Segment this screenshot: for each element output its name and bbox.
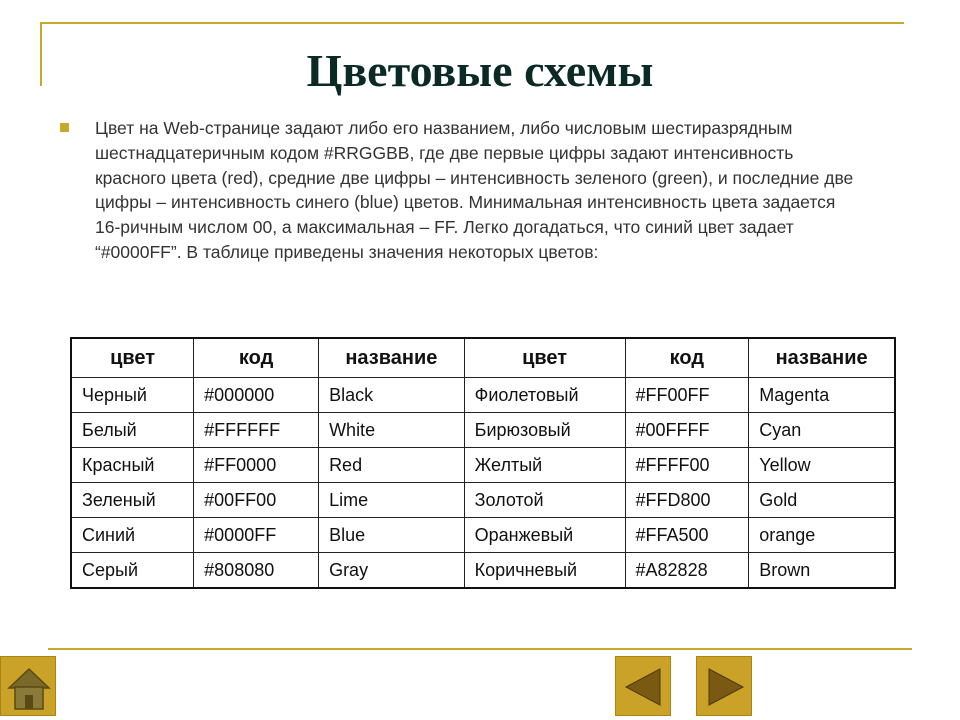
table-cell: Lime <box>319 483 465 518</box>
table-cell: #00FF00 <box>194 483 319 518</box>
frame-top-line <box>40 22 904 24</box>
table-cell: Бирюзовый <box>464 413 625 448</box>
color-table <box>70 337 896 589</box>
table-cell: orange <box>749 518 895 553</box>
header-code-1: код <box>194 338 319 378</box>
table-cell: Brown <box>749 553 895 589</box>
table-cell: Black <box>319 378 465 413</box>
table-cell: Синий <box>71 518 194 553</box>
table-header-row <box>71 338 895 378</box>
table-cell: Blue <box>319 518 465 553</box>
table-cell: Red <box>319 448 465 483</box>
table-cell: #000000 <box>194 378 319 413</box>
table-cell: Белый <box>71 413 194 448</box>
table-cell: #FFFF00 <box>625 448 749 483</box>
table-row <box>71 518 895 553</box>
table-cell: Gray <box>319 553 465 589</box>
table-row <box>71 483 895 518</box>
table-cell: #FF0000 <box>194 448 319 483</box>
table-cell: #FFA500 <box>625 518 749 553</box>
triangle-right-icon <box>697 657 753 717</box>
home-icon <box>1 657 57 717</box>
table-cell: #FFFFFF <box>194 413 319 448</box>
table-cell: Magenta <box>749 378 895 413</box>
table-cell: Золотой <box>464 483 625 518</box>
header-color-1: цвет <box>71 338 194 378</box>
table-cell: #00FFFF <box>625 413 749 448</box>
table-cell: #808080 <box>194 553 319 589</box>
bottom-divider <box>48 648 912 650</box>
next-slide-button[interactable] <box>696 656 752 716</box>
table-cell: Черный <box>71 378 194 413</box>
table-row <box>71 378 895 413</box>
header-color-2: цвет <box>464 338 625 378</box>
header-name-1: название <box>319 338 465 378</box>
header-name-2: название <box>749 338 895 378</box>
table-cell: Коричневый <box>464 553 625 589</box>
header-code-2: код <box>625 338 749 378</box>
page-title: Цветовые схемы <box>306 45 654 96</box>
table-cell: #0000FF <box>194 518 319 553</box>
table-row <box>71 413 895 448</box>
table-cell: Красный <box>71 448 194 483</box>
table-row <box>71 448 895 483</box>
table-cell: Зеленый <box>71 483 194 518</box>
table-cell: Gold <box>749 483 895 518</box>
table-cell: Серый <box>71 553 194 589</box>
table-cell: #FF00FF <box>625 378 749 413</box>
triangle-left-icon <box>616 657 672 717</box>
intro-paragraph: Цвет на Web-странице задают либо его названием, либо числовым шестиразрядным шестнадцатеричным кодом #RRGGBB, где две первые цифры задают интенсивность красного цвета (red), средние две цифры – интенсивность зеленого (green), и последние две цифры – интенсивность синего (blue) цветов. Минимальная интенсивность цвета задается 16-ричным числом 00, а максимальная – FF. Легко догадаться, что синий цвет задает “#0000FF”. В таблице приведены значения некоторых цветов: <box>95 118 854 262</box>
prev-slide-button[interactable] <box>615 656 671 716</box>
table-cell: Фиолетовый <box>464 378 625 413</box>
table-cell: Оранжевый <box>464 518 625 553</box>
table-cell: White <box>319 413 465 448</box>
table-cell: Cyan <box>749 413 895 448</box>
home-button[interactable] <box>0 656 56 716</box>
table-cell: #FFD800 <box>625 483 749 518</box>
table-cell: Yellow <box>749 448 895 483</box>
table-cell: #A82828 <box>625 553 749 589</box>
bullet-marker <box>60 123 69 132</box>
table-cell: Желтый <box>464 448 625 483</box>
table-row <box>71 553 895 589</box>
